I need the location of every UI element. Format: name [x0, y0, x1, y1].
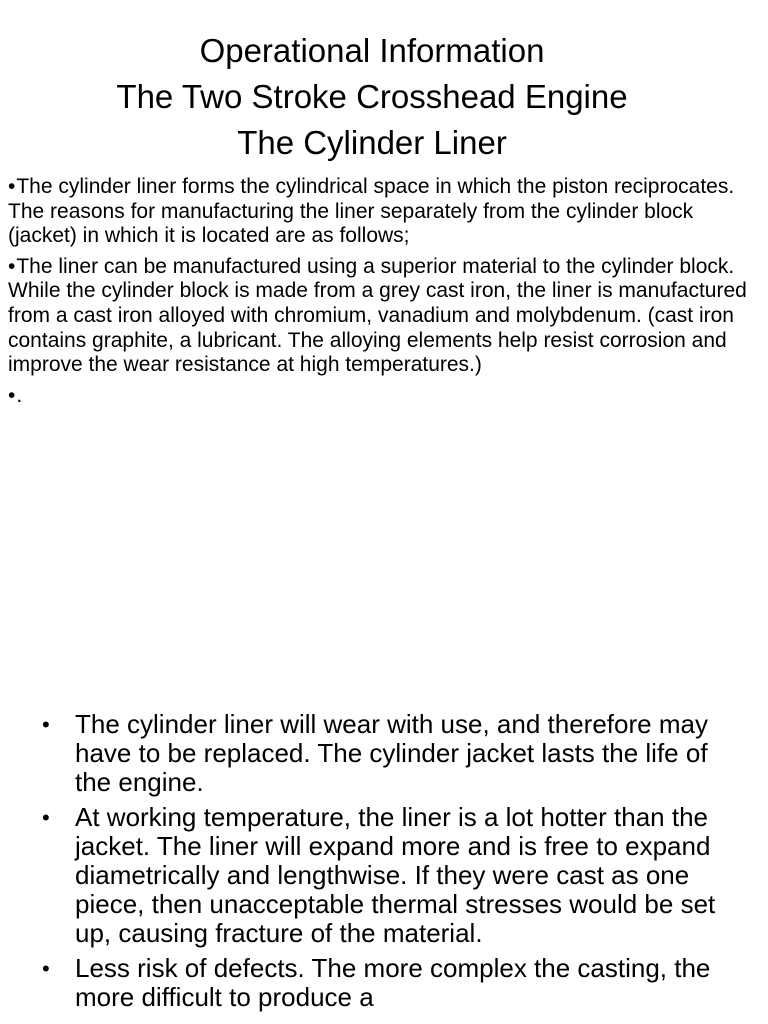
upper-paragraph-text: The liner can be manufactured using a superior material to the cylinder block. While the cylinder block is made from a grey cast iron, the liner is manufactured from a cast iron alloyed with chromium, vanadium and molybdenum. (cast iron contains graphite, a lubricant. The alloying elements help resist corrosion and improve the wear resistance at high temperatures.) [8, 254, 747, 377]
list-item-text: At working temperature, the liner is a lot hotter than the jacket. The liner will expand more and is free to expand diametrically and lengthwise. If they were cast as one piece, then unacceptable thermal stresses would be set up, causing fracture of the material. [75, 802, 716, 948]
title-line-1: Operational Information [199, 32, 545, 69]
upper-paragraph [8, 255, 760, 378]
upper-paragraph-text: . [16, 383, 23, 407]
slide-title [0, 28, 744, 166]
bullet-icon: • [42, 712, 50, 737]
list-item-text: Less risk of defects. The more complex the casting, the more difficult to produce a [75, 953, 711, 1012]
upper-paragraph [8, 175, 760, 249]
list-item [0, 954, 768, 1012]
bullet-icon: • [42, 805, 50, 830]
list-item-text: The cylinder liner will wear with use, and therefore may have to be replaced. The cylinder jacket lasts the life of the engine. [75, 709, 708, 797]
upper-text-block [8, 175, 760, 414]
upper-paragraph [8, 384, 760, 409]
title-line-2: The Two Stroke Crosshead Engine [116, 78, 628, 115]
bullet-list [0, 710, 768, 1018]
bullet-icon: • [8, 175, 16, 198]
title-line-3: The Cylinder Liner [237, 124, 507, 161]
list-item [0, 710, 768, 797]
bullet-icon: • [8, 383, 16, 407]
bullet-icon: • [8, 254, 16, 278]
bullet-icon: • [42, 956, 50, 981]
upper-paragraph-text: The cylinder liner forms the cylindrical space in which the piston reciprocates. The reasons for manufacturing the liner separately from the cylinder block (jacket) in which it is located are as follows; [8, 175, 735, 248]
list-item [0, 803, 768, 948]
